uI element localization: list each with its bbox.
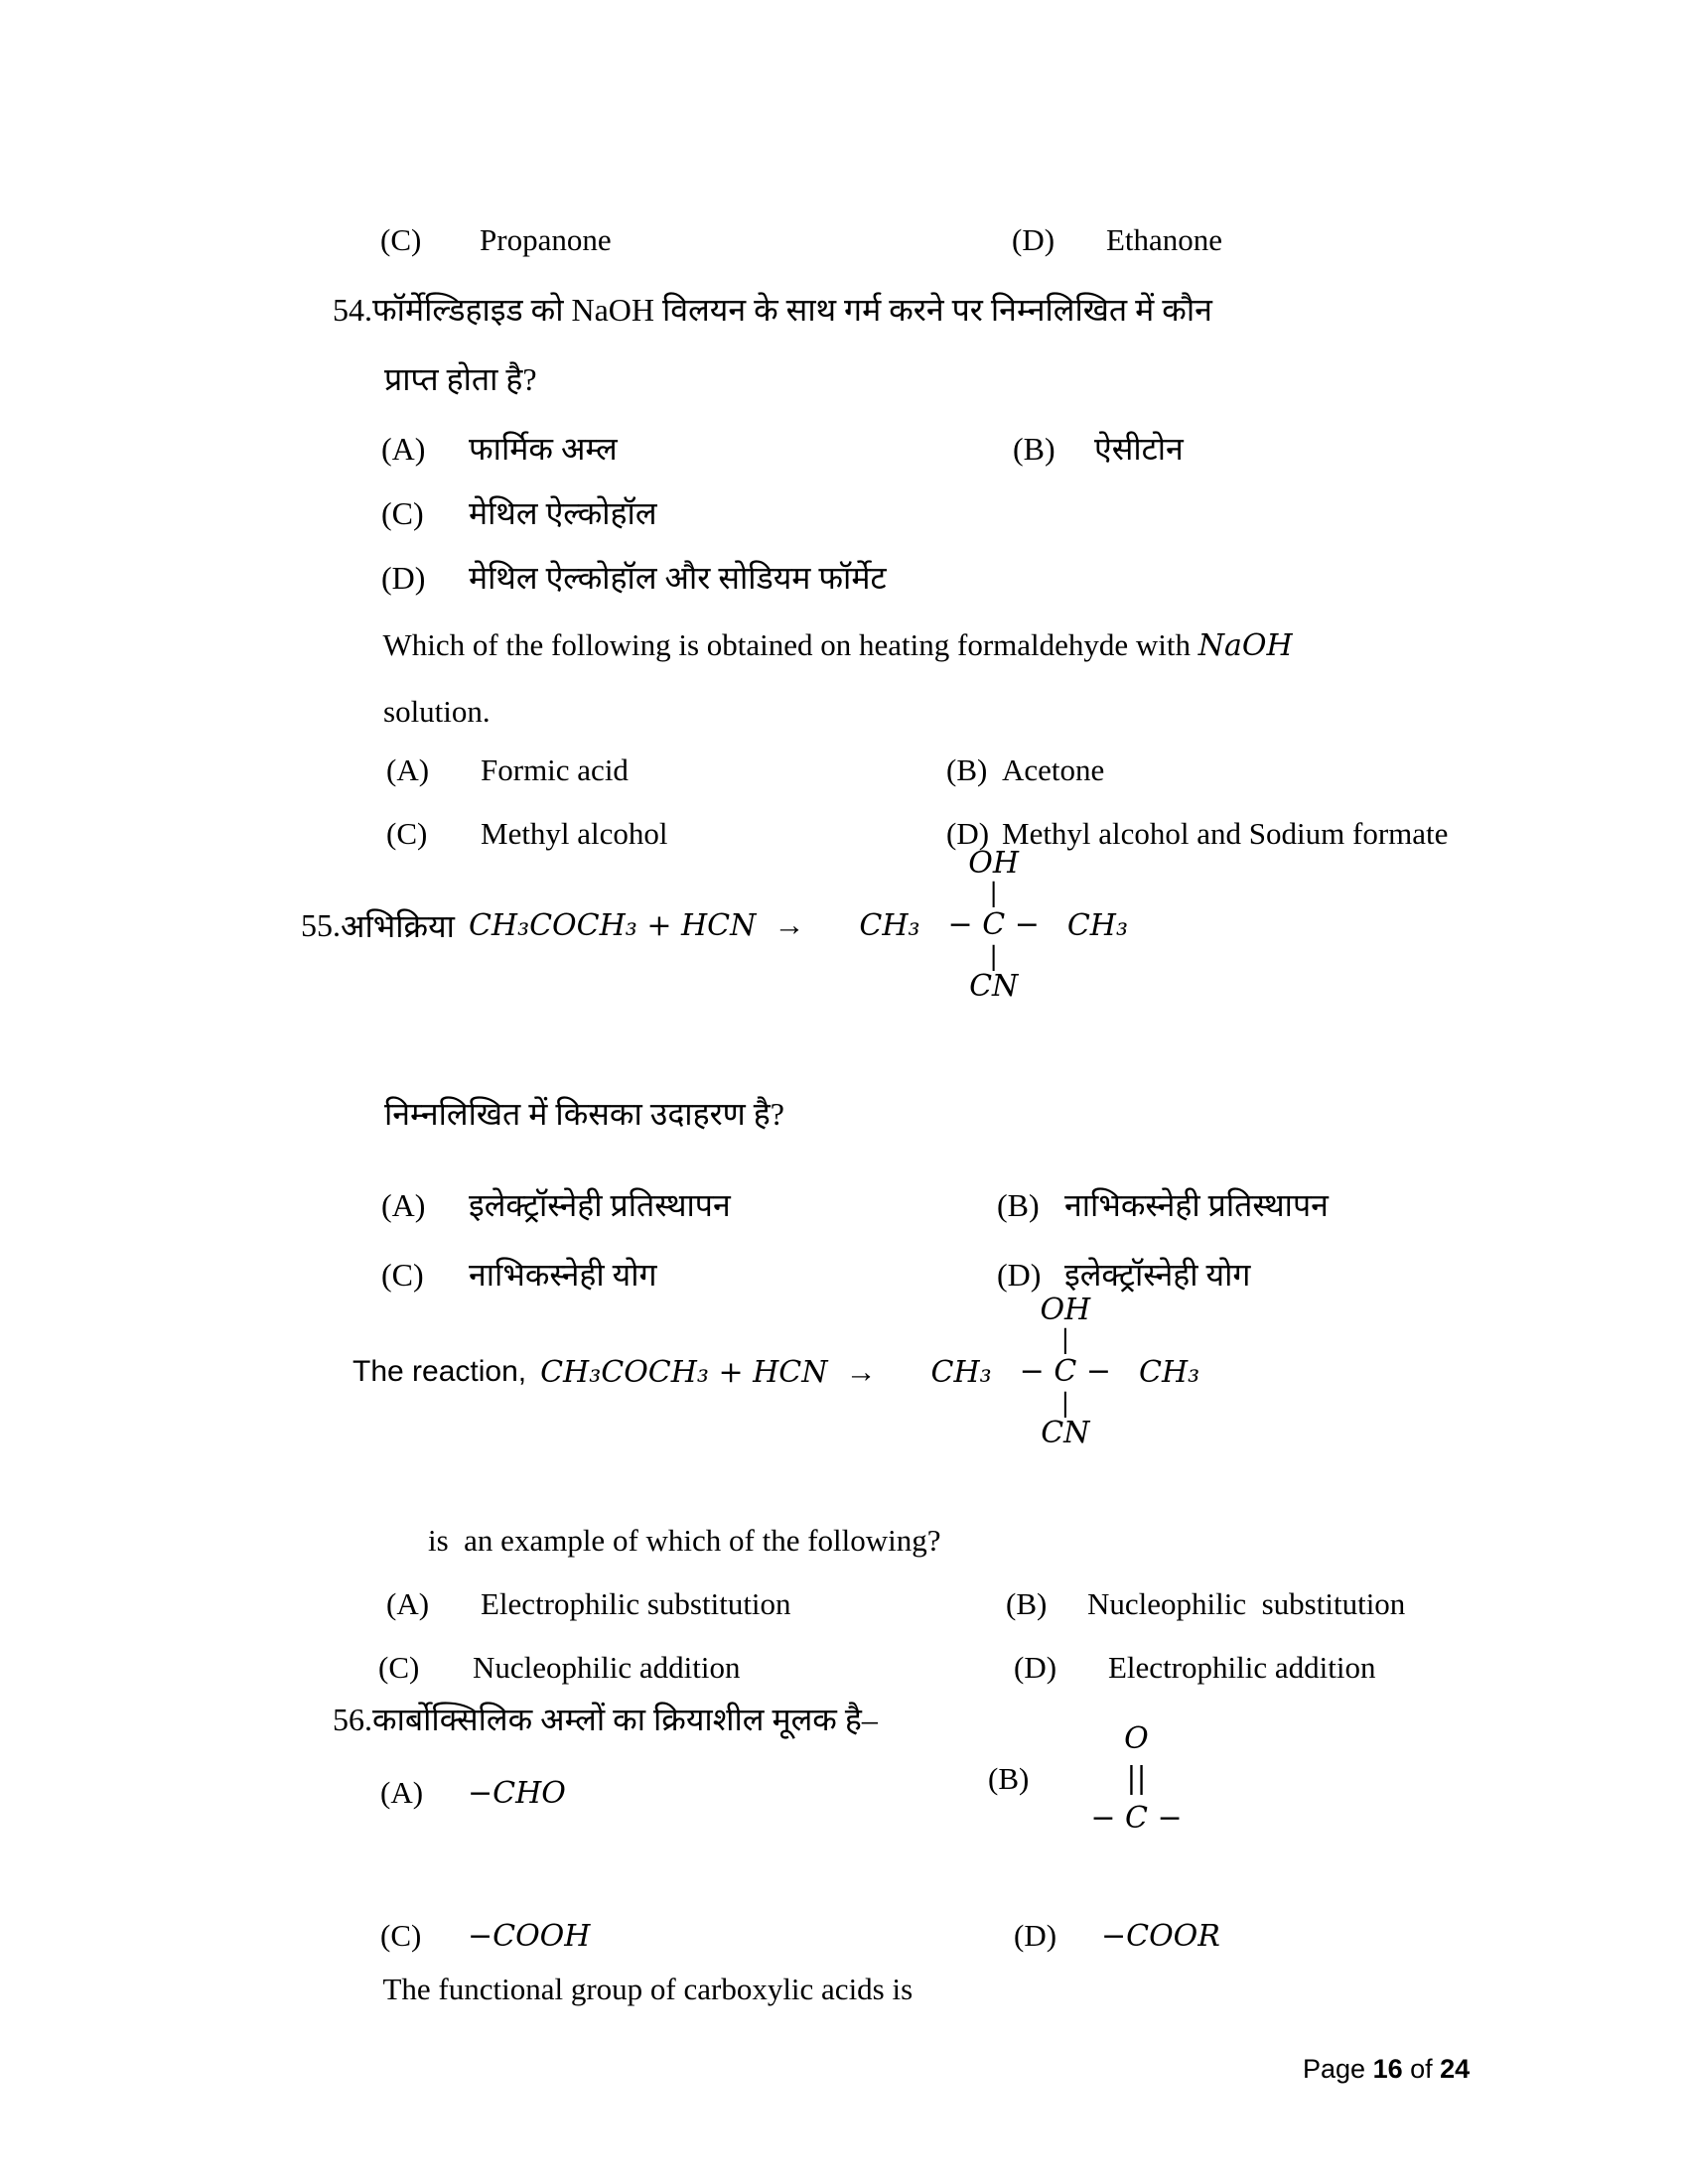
footer-total-pages: 24: [1440, 2054, 1471, 2084]
product-central-structure: [948, 846, 1040, 1005]
q54-hindi-text: फॉर्मेल्डिहाइड को NaOH विलयन के साथ गर्म करने पर निम्नलिखित में कौन: [372, 292, 1212, 328]
product-right-group: CH₃: [1066, 907, 1128, 943]
option-text: Methyl alcohol: [481, 816, 668, 851]
q56-number: 56.: [333, 1702, 372, 1737]
central-carbon: − C −: [947, 907, 1040, 942]
bond-line: |: [1060, 1389, 1070, 1419]
option-label: (B): [946, 752, 988, 787]
reactants-formula: CH₃COCH₃ + HCN: [540, 1354, 828, 1390]
option-label: (C): [380, 222, 422, 257]
product-left-group: CH₃: [859, 907, 920, 943]
carbon-atom: − C −: [1090, 1801, 1183, 1836]
option-label: (D): [946, 816, 990, 851]
arrow-symbol: →: [845, 1354, 877, 1389]
q56-option-a: [350, 1733, 566, 1853]
q54-hindi-option-b: [981, 389, 1184, 508]
option-text: Propanone: [480, 222, 612, 257]
option-label: (A): [386, 1586, 430, 1621]
footer-word-page: Page: [1303, 2054, 1373, 2084]
option-label: (A): [381, 431, 426, 467]
option-text: इलेक्ट्रॉस्नेही योग: [1064, 1257, 1251, 1293]
q55-english-question: is an example of which of the following?: [428, 1523, 941, 1558]
footer-word-of: of: [1402, 2054, 1441, 2084]
central-carbon: − C −: [1019, 1354, 1111, 1389]
q56-option-d: [983, 1876, 1220, 1996]
option-text: Acetone: [1002, 752, 1105, 787]
page-footer: [1273, 2023, 1470, 2116]
arrow-symbol: →: [774, 907, 805, 942]
naoh-formula: NaOH: [1197, 628, 1293, 663]
product-right-group: CH₃: [1138, 1354, 1200, 1390]
option-text: ऐसीटोन: [1094, 431, 1184, 467]
q56-hindi-question: 56.कार्बोक्सिलिक अम्लों का क्रियाशील मूलक है–: [333, 1702, 878, 1737]
option-label: (D): [1014, 1918, 1057, 1953]
option-text: Ethanone: [1106, 222, 1223, 257]
option-text: इलेक्ट्रॉस्नेही प्रतिस्थापन: [469, 1187, 731, 1223]
option-text: फार्मिक अम्ल: [469, 431, 618, 467]
option-formula: −COOR: [1101, 1919, 1220, 1954]
option-text: मेथिल ऐल्कोहॉल और सोडियम फॉर्मेट: [469, 560, 887, 596]
option-text: Nucleophilic addition: [473, 1650, 741, 1685]
q55-hindi-intro: अभिक्रिया: [341, 907, 455, 944]
option-text: Electrophilic substitution: [481, 1586, 791, 1621]
hydroxyl-group: OH: [968, 846, 1020, 881]
option-text: नाभिकस्नेही प्रतिस्थापन: [1064, 1187, 1329, 1223]
option-label: (D): [381, 560, 426, 596]
option-text: Electrophilic addition: [1108, 1650, 1376, 1685]
q56-option-b: [988, 1719, 1183, 1839]
option-label: (C): [381, 1257, 424, 1293]
cyanide-group: CN: [1041, 1416, 1090, 1450]
q55-number: 55.: [301, 906, 341, 943]
q54-english-line1: Which of the following is obtained on heating formaldehyde with NaOH: [382, 627, 1293, 663]
bond-line: |: [989, 942, 999, 972]
double-bond: ||: [1126, 1761, 1147, 1796]
option-label: (D): [1014, 1650, 1057, 1685]
product-left-group: CH₃: [930, 1354, 992, 1390]
q55-reaction-hindi: [301, 846, 1128, 1005]
option-text: नाभिकस्नेही योग: [469, 1257, 657, 1293]
hydroxyl-group: OH: [1040, 1293, 1091, 1327]
footer-page-number: 16: [1372, 2054, 1403, 2084]
option-label: (D): [997, 1257, 1042, 1293]
q55-english-intro: The reaction,: [352, 1355, 527, 1388]
q55-hindi-question: निम्नलिखित में किसका उदाहरण है?: [384, 1096, 785, 1132]
option-label: (C): [380, 1918, 422, 1953]
product-central-structure: [1020, 1293, 1111, 1451]
q56-english-question: The functional group of carboxylic acids is: [382, 1972, 914, 2006]
option-label: (A): [386, 752, 430, 787]
option-text: Nucleophilic substitution: [1087, 1586, 1406, 1621]
option-label: (D): [1012, 222, 1055, 257]
bond-line: |: [1060, 1325, 1070, 1355]
option-text: Formic acid: [481, 752, 629, 787]
option-label: (B): [1006, 1586, 1048, 1621]
carbonyl-structure: [1090, 1719, 1182, 1839]
option-label: (B): [1013, 431, 1055, 467]
q54-number: 54.: [333, 292, 372, 328]
option-text: मेथिल ऐल्कोहॉल: [469, 495, 657, 531]
bond-line: |: [989, 879, 999, 908]
option-label: (C): [378, 1650, 420, 1685]
option-text: Methyl alcohol and Sodium formate: [1002, 816, 1449, 851]
option-label: (A): [380, 1775, 424, 1810]
q55-english-option-d: [983, 1608, 1375, 1727]
oxygen-atom: O: [1124, 1721, 1149, 1756]
option-label: (C): [381, 495, 424, 531]
option-label: (B): [997, 1187, 1040, 1223]
option-label: (C): [386, 816, 428, 851]
option-label: (A): [381, 1187, 426, 1223]
q54-hindi-line2: प्राप्त होता है?: [384, 361, 537, 397]
reactants-formula: CH₃COCH₃ + HCN: [468, 907, 757, 943]
option-label: (B): [988, 1761, 1030, 1796]
q55-reaction-english: [352, 1293, 1199, 1451]
option-formula: −CHO: [468, 1776, 566, 1811]
cyanide-group: CN: [969, 969, 1019, 1004]
q54-english-line2: solution.: [383, 694, 491, 729]
option-formula: −COOH: [468, 1919, 591, 1954]
